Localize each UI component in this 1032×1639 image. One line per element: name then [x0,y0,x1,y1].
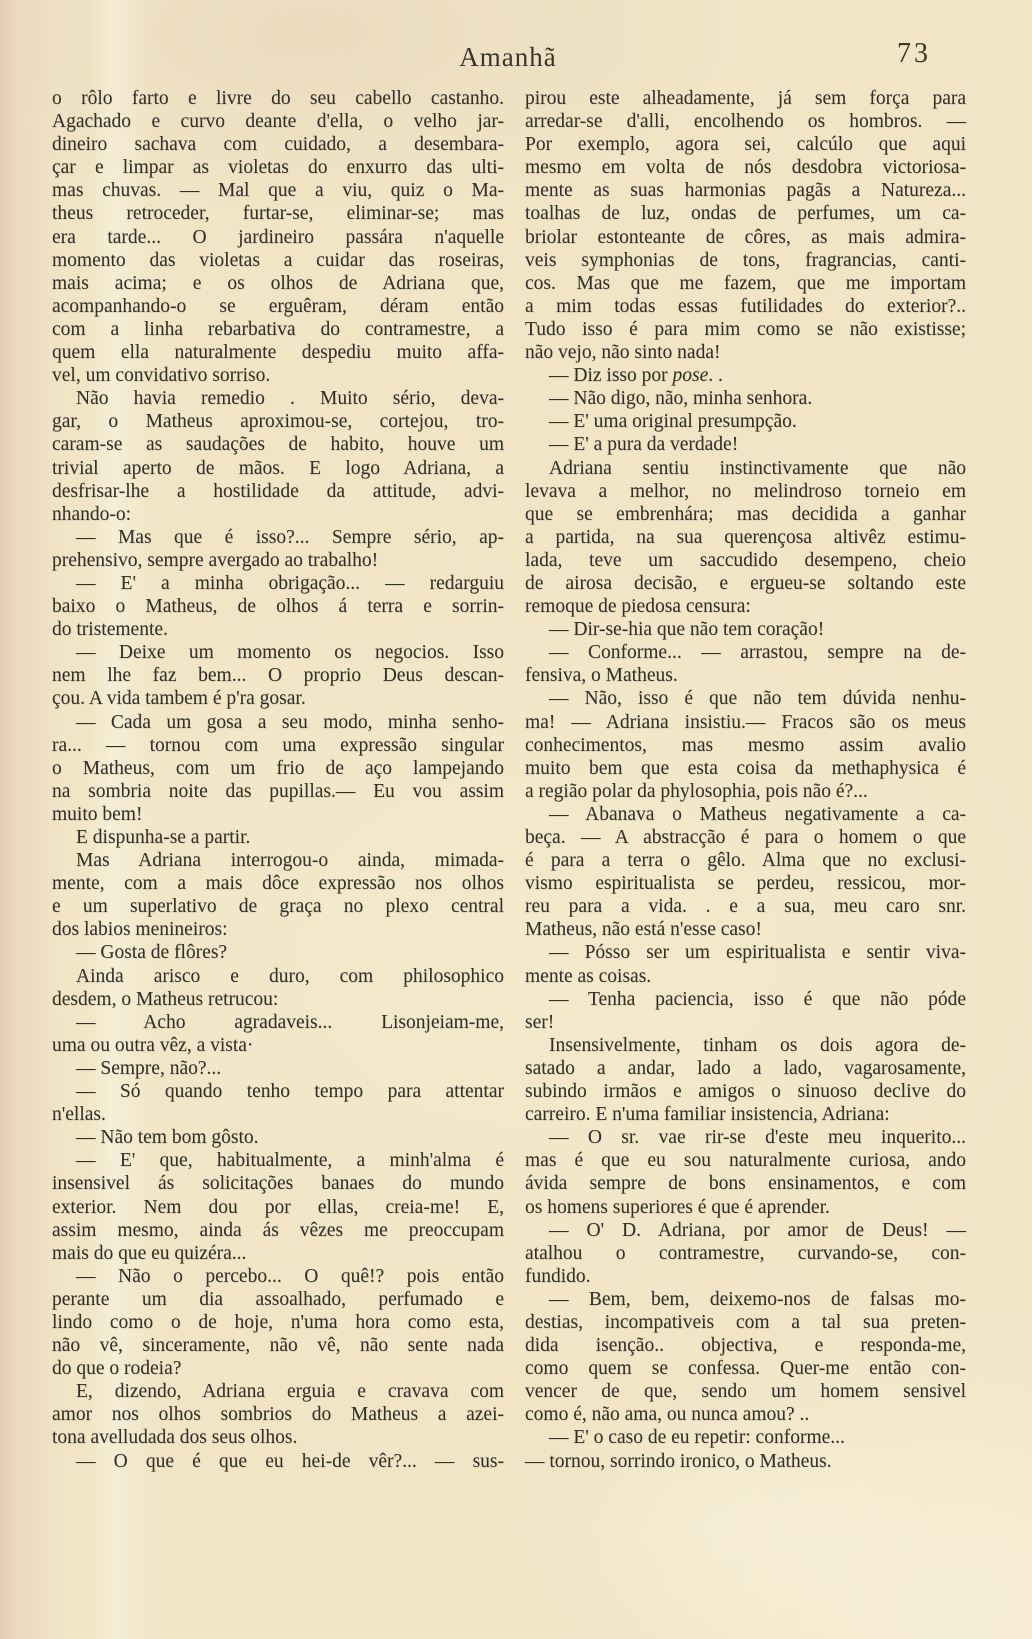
text-line: — Acho agradaveis... Lisonjeiam-me, [76,1011,504,1033]
text-line: tona avelludada dos seus olhos. [52,1427,298,1449]
text-line: — Não o percebo... O quê!? pois então [76,1265,504,1287]
text-line: acompanhando-o se erguêram, déram então [52,295,504,317]
text-line: carreiro. E n'uma familiar insistencia, Adriana: [525,1104,890,1126]
text-line: — Abanava o Matheus negativamente a ca- [549,803,966,825]
text-line: Ainda arisco e duro, com philosophico [76,965,504,987]
text-line: a partida, na sua querençosa altivêz estimu- [525,526,966,548]
text-line: assim mesmo, ainda ás vêzes me preoccupam [52,1219,504,1241]
text-line: — E' que, habitualmente, a minh'alma é [76,1150,504,1172]
text-line: — E' a minha obrigação... — redarguiu [76,572,504,594]
text-line: mas chuvas. — Mal que a viu, quiz o Ma- [52,180,504,202]
text-line: caram-se as saudações de habito, houve um [52,434,504,456]
text-line: — Cada um gosa a seu modo, minha senho- [76,711,504,733]
text-line: fundido. [525,1265,591,1287]
text-line: não vê, sinceramente, não vê, não sente nada [52,1335,504,1357]
text-line: os homens superiores é que é aprender. [525,1196,830,1218]
text-line: a mim todas essas futilidades do exterior?.. [525,295,966,317]
text-line: Mas Adriana interrogou-o ainda, mimada- [76,850,504,872]
text-line: destias, incompativeis com a tal sua preten- [525,1311,966,1333]
text-line: — Não tem bom gôsto. [76,1127,259,1149]
text-line: — Dir-se-hia que não tem coração! [549,619,825,641]
text-line: — Mas que é isso?... Sempre sério, ap- [76,526,504,548]
text-line: vismo espiritualista se perdeu, ressicou, mor- [525,873,966,895]
text-line: exterior. Nem dou por ellas, creia-me! E, [52,1196,504,1218]
text-line: Não havia remedio . Muito sério, deva- [76,388,504,410]
text-line: mente as coisas. [525,965,652,987]
page-number: 73 [897,38,931,69]
text-line: — Não digo, não, minha senhora. [549,388,813,410]
text-line: ra... — tornou com uma expressão singular [52,734,504,756]
text-line: ma! — Adriana insistiu.— Fracos são os meus [525,711,966,733]
text-line: satado a andar, lado a lado, vagarosamente, [525,1057,966,1079]
text-line: vel, um convidativo sorriso. [52,365,271,387]
text-line: — Sempre, não?... [76,1057,222,1079]
text-line: toalhas de luz, ondas de perfumes, um ca- [525,203,966,225]
text-line: muito bem! [52,803,143,825]
text-line: com a linha rebarbativa do contramestre, a [52,318,504,340]
text-line: quem ella naturalmente despediu muito affa- [52,342,504,364]
text-line: muito bem que esta coisa da methaphysica é [525,757,966,779]
text-line: — Deixe um momento os negocios. Isso [76,642,504,664]
text-line: theus retroceder, furtar-se, eliminar-se; mas [52,203,504,225]
text-line: e um superlativo de graça no plexo central [52,896,504,918]
text-line: o rôlo farto e livre do seu cabello castanho. [52,88,504,109]
text-line: Tudo isso é para mim como se não existisse; [525,318,966,340]
text-line: — Tenha paciencia, isso é que não póde [549,988,966,1010]
text-line: subindo irmãos e amigos o sinuoso declive do [525,1081,966,1103]
text-line: — E' o caso de eu repetir: conforme... [549,1427,845,1449]
text-line: o Matheus, com um frio de aço lampejando [52,757,504,779]
text-line: — E' uma original presumpção. [549,411,797,433]
text-column-right [525,87,966,1473]
text-line: — E' a pura da verdade! [549,434,739,456]
text-line: — O que é que eu hei-de vêr?... — sus- [76,1450,504,1472]
text-line: — Só quando tenho tempo para attentar [76,1081,504,1103]
text-line: E dispunha-se a partir. [76,827,251,848]
text-line: ávida sempre de bons ensinamentos, e com [525,1173,966,1195]
text-line: desdem, o Matheus retrucou: [52,988,279,1010]
text-line: pirou este alheadamente, já sem força para [525,88,966,109]
text-line: — O sr. vae rir-se d'este meu inquerito... [549,1127,966,1149]
text-line: mente as suas harmonias pagãs a Natureza... [525,180,966,202]
text-line: — Conforme... — arrastou, sempre na de- [549,642,966,664]
text-line: gar, o Matheus aproximou-se, cortejou, tro- [52,411,504,433]
text-line: Por exemplo, agora sei, calcúlo que aqui [525,134,966,156]
text-line: — Gosta de flôres? [76,942,228,964]
text-line: çou. A vida tambem é p'ra gosar. [52,688,306,710]
text-line: como quem se confessa. Quer-me então con- [525,1358,966,1380]
text-line: nhando-o: [52,503,132,525]
text-line: mente, com a mais dôce expressão nos olhos [52,873,504,895]
text-line: mas é que eu sou naturalmente curiosa, ando [525,1150,966,1172]
text-line: como é, não ama, ou nunca amou? .. [525,1404,810,1426]
text-line: — Diz isso por pose. . [549,365,723,387]
text-line: beça. — A abstracção é para o homem o que [525,827,966,848]
text-line: levava a melhor, no melindroso torneio em [525,480,966,502]
text-column-left [52,87,504,1473]
text-line: é para a terra o gêlo. Alma que no exclusi- [525,850,966,872]
text-line: que se embrenhára; mas decidida a ganhar [525,503,966,525]
text-line: — O' D. Adriana, por amor de Deus! — [549,1219,966,1241]
text-line: prehensivo, sempre avergado ao trabalho! [52,549,379,571]
text-line: na sombria noite das pupillas.— Eu vou assim [52,780,504,802]
text-line: cos. Mas que me fazem, que me importam [525,272,966,294]
text-line: dineiro sachava com cuidado, a desembara- [52,134,504,156]
text-line: Adriana sentiu instinctivamente que não [549,457,966,479]
text-line: dida isenção.. objectiva, e responda-me, [525,1335,966,1357]
text-line: trivial aperto de mãos. E logo Adriana, a [52,457,504,479]
text-line: briolar estonteante de côres, as mais admira- [525,226,966,248]
text-line: atalhou o contramestre, curvando-se, con- [525,1242,966,1264]
text-line: amor nos olhos sombrios do Matheus a azei- [52,1404,504,1426]
running-header-title: Amanhã [459,42,557,72]
text-line: de airosa decisão, e ergueu-se soltando este [525,572,966,594]
text-line: não vejo, não sinto nada! [525,342,721,364]
text-line: mais acima; e os olhos de Adriana que, [52,272,504,294]
text-line: n'ellas. [52,1104,106,1126]
text-line: çar e limpar as violetas do enxurro das ulti- [52,157,504,179]
text-line: — Pósso ser um espiritualista e sentir viva- [549,942,966,964]
text-line: ser! [525,1011,555,1033]
text-line: dos labios menineiros: [52,919,228,941]
text-line: — Bem, bem, deixemo-nos de falsas mo- [549,1288,966,1310]
text-line: lada, teve um saccudido desempeno, cheio [525,549,966,571]
text-line: desfrisar-lhe a hostilidade da attitude, advi- [52,480,504,502]
text-line: do tristemente. [52,619,168,641]
text-line: arredar-se d'alli, encolhendo os hombros. — [525,111,966,133]
text-line: Agachado e curvo deante d'ella, o velho jar- [52,111,504,133]
text-line: remoque de piedosa censura: [525,596,751,618]
text-line: Insensivelmente, tinham os dois agora de- [549,1034,966,1056]
text-line: nem lhe faz bem... O proprio Deus descan- [52,665,504,687]
text-line: vencer de que, sendo um homem sensivel [525,1381,966,1403]
text-line: — tornou, sorrindo ironico, o Matheus. [525,1450,832,1472]
text-line: uma ou outra vêz, a vista· [52,1034,254,1056]
text-line: veis symphonias de tons, fragrancias, canti- [525,249,966,271]
text-line: a região polar da phylosophia, pois não é?... [525,780,868,802]
text-line: baixo o Matheus, de olhos á terra e sorrin- [52,596,504,618]
text-line: insensivel ás solicitações banaes do mundo [52,1173,504,1195]
text-line: do que o rodeia? [52,1358,182,1380]
text-line: momento das violetas a cuidar das roseiras, [52,249,504,271]
text-line: — Não, isso é que não tem dúvida nenhu- [549,688,966,710]
text-line: era tarde... O jardineiro passára n'aquelle [52,226,504,248]
text-line: fensiva, o Matheus. [525,665,678,687]
text-line: reu para a vida. . e a sua, meu caro snr. [525,896,966,918]
text-line: mais do que eu quizéra... [52,1242,247,1264]
text-body [52,87,966,1473]
text-line: lindo como o de hoje, n'uma hora como esta, [52,1311,504,1333]
text-line: mesmo em volta de nós desdobra victoriosa- [525,157,966,179]
text-line: perante um dia assoalhado, perfumado e [52,1288,504,1310]
text-line: conhecimentos, mas mesmo assim avalio [525,734,966,756]
text-line: Matheus, não está n'esse caso! [525,919,762,941]
text-line: E, dizendo, Adriana erguia e cravava com [76,1381,504,1403]
